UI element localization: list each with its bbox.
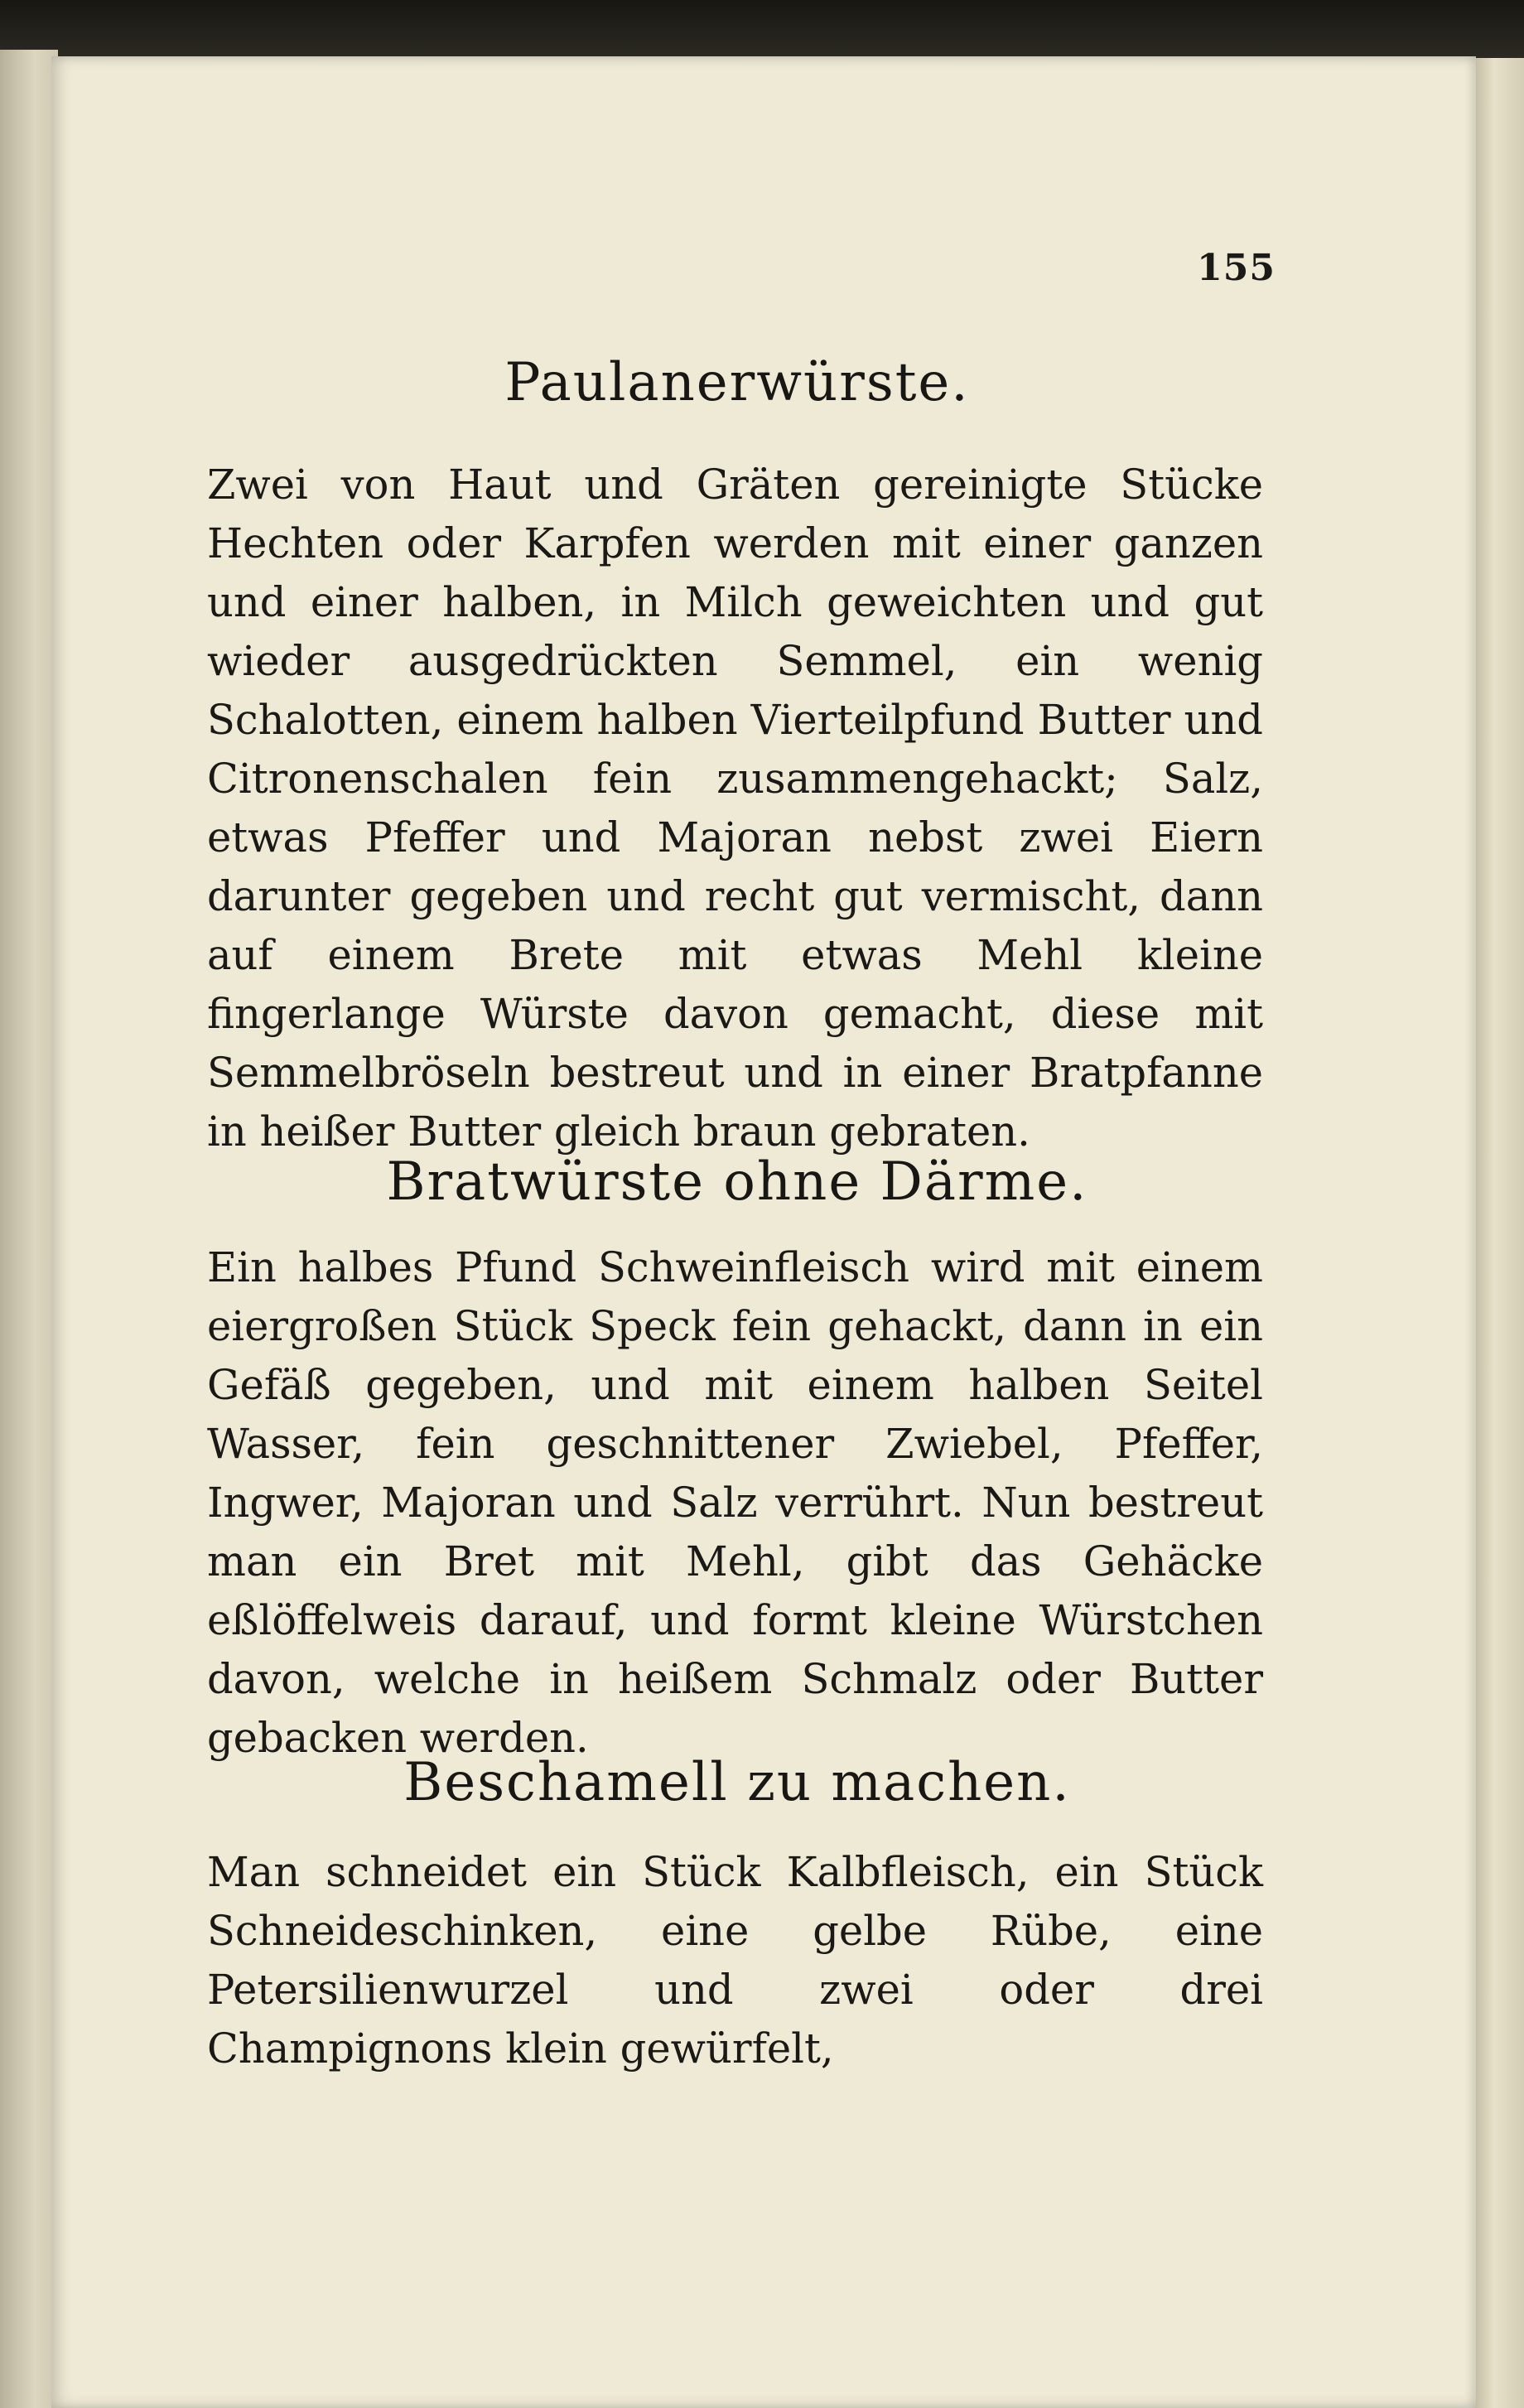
section-heading-paulanerwuerste: Paulanerwürste. [504, 352, 970, 413]
page-number: 155 [1197, 247, 1276, 289]
section-text-paulanerwuerste: Zwei von Haut und Gräten gereinigte Stücke Hechten oder Karpfen werden mit einer ganzen und einer halben, in Milch geweichten und gut wieder ausgedrückten Semmel, ein wenig Schalotten, einem halben Vierteilpfund Butter und Citronenschalen fein zusammengehackt; Salz, etwas Pfeffer und Majoran nebst zwei Eiern darunter gegeben und recht gut vermischt, dann auf einem Brete mit etwas Mehl kleine fingerlange Würste davon gemacht, diese mit Semmelbröseln bestreut und in einer Bratpfanne in heißer Butter gleich braun gebraten. [207, 461, 1263, 1156]
section-text-bratwuerste: Ein halbes Pfund Schweinfleisch wird mit einem eiergroßen Stück Speck fein gehackt, dann in ein Gefäß gegeben, und mit einem halben Seitel Wasser, fein geschnittener Zwiebel, Pfeffer, Ingwer, Majoran und Salz verrührt. Nun bestreut man ein Bret mit Mehl, gibt das Gehäcke eßlöffelweis darauf, und formt kleine Würstchen davon, welche in heißem Schmalz oder Butter gebacken werden. [207, 1243, 1263, 1762]
section-heading-bratwuerste: Bratwürste ohne Därme. [386, 1151, 1088, 1213]
section-heading-beschamell: Beschamell zu machen. [403, 1752, 1071, 1813]
section-text-beschamell: Man schneidet ein Stück Kalbfleisch, ein Stück Schneideschinken, eine gelbe Rübe, eine Petersilienwurzel und zwei oder drei Champignons klein gewürfelt, [207, 1848, 1263, 2073]
left-page-edge [0, 50, 58, 2408]
